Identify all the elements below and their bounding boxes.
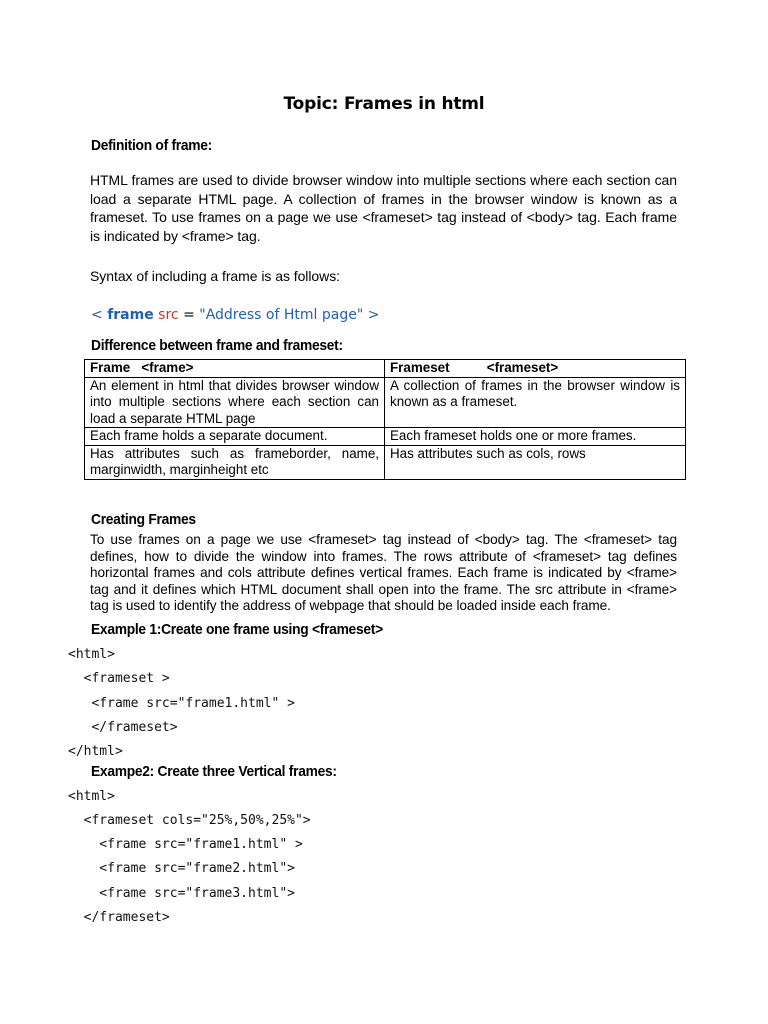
code-line: <frame src="frame1.html" > <box>68 837 303 852</box>
code-line: <html> <box>68 647 115 662</box>
code-line: <frame src="frame2.html"> <box>68 861 295 876</box>
code-line: <html> <box>68 789 115 804</box>
table-cell: A collection of frames in the browser window is known as a frameset. <box>385 377 686 428</box>
difference-table <box>84 359 686 480</box>
syntax-intro: Syntax of including a frame is as follows: <box>90 268 341 284</box>
example2-heading: Exampe2: Create three Vertical frames: <box>91 763 337 780</box>
syntax-eq: = <box>178 307 200 323</box>
page-title: Topic: Frames in html <box>283 94 485 114</box>
syntax-close: > <box>363 307 380 323</box>
table-header-frameset: Frameset <frameset> <box>385 360 686 378</box>
syntax-attr: src <box>158 307 179 323</box>
syntax-example <box>91 307 379 323</box>
definition-heading: Definition of frame: <box>91 137 212 154</box>
syntax-open: < <box>91 307 108 323</box>
code-line: <frame src="frame1.html" > <box>68 696 295 711</box>
table-header-frame: Frame <frame> <box>85 360 385 378</box>
syntax-tag: frame <box>107 307 154 323</box>
difference-heading: Difference between frame and frameset: <box>91 337 343 354</box>
table-cell: Each frame holds a separate document. <box>85 428 385 446</box>
code-line: </frameset> <box>68 720 178 735</box>
table-row <box>85 428 686 446</box>
table-cell: Has attributes such as frameborder, name, marginwidth, marginheight etc <box>85 445 385 479</box>
example1-heading: Example 1:Create one frame using <frameset> <box>91 621 383 638</box>
code-line: <frameset cols="25%,50%,25%"> <box>68 813 311 828</box>
code-line: <frameset > <box>68 671 170 686</box>
table-cell: An element in html that divides browser window into multiple sections where each section can load a separate HTML page <box>85 377 385 428</box>
definition-paragraph: HTML frames are used to divide browser window into multiple sections where each section can load a separate HTML page. A collection of frames in the browser window is known as a frameset. To use frames on a page we use <frameset> tag instead of <body> tag. Each frame is indicated by <frame> tag. <box>90 172 677 245</box>
table-cell: Each frameset holds one or more frames. <box>385 428 686 446</box>
creating-frames-paragraph: To use frames on a page we use <frameset> tag instead of <body> tag. The <frameset> tag defines, how to divide the window into frames. The rows attribute of <frameset> tag defines horizontal frames and cols attribute defines vertical frames. Each frame is indicated by <frame> tag and it defines which HTML document shall open into the frame. The src attribute in <frame> tag is used to identify the address of webpage that should be loaded inside each frame. <box>90 532 677 614</box>
syntax-value: "Address of Html page" <box>199 307 364 323</box>
table-header-row <box>85 360 686 378</box>
code-line: </frameset> <box>68 910 170 925</box>
code-line: </html> <box>68 744 123 759</box>
creating-frames-heading: Creating Frames <box>91 511 196 528</box>
table-row <box>85 377 686 428</box>
code-line: <frame src="frame3.html"> <box>68 886 295 901</box>
table-cell: Has attributes such as cols, rows <box>385 445 686 479</box>
table-row <box>85 445 686 479</box>
